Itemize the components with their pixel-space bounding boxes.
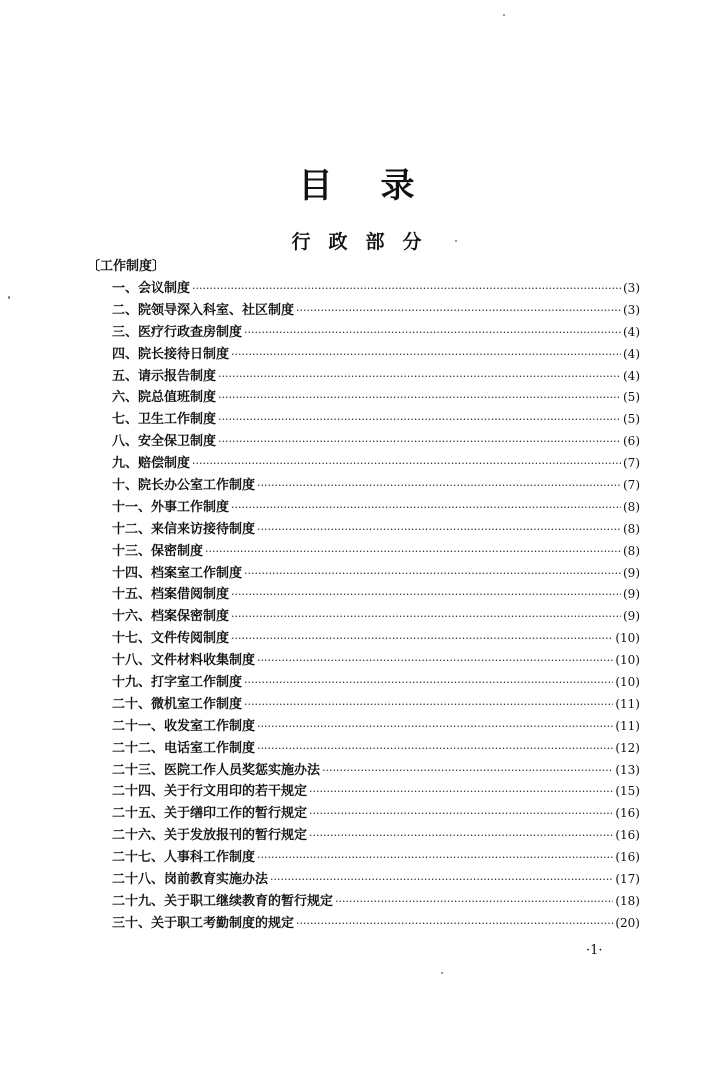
- toc-entry-title: 六、院总值班制度: [112, 390, 217, 406]
- toc-entry-title: 十、院长办公室工作制度: [112, 478, 256, 494]
- toc-page-number: (13): [615, 762, 640, 777]
- toc-row: [112, 891, 640, 913]
- toc-row: [112, 431, 640, 453]
- leader-dots: [257, 650, 613, 672]
- toc-row: [112, 584, 640, 606]
- toc-page-number: (9): [623, 587, 640, 602]
- toc-row: [112, 409, 640, 431]
- toc-row: [112, 366, 640, 388]
- toc-page-number: (5): [623, 390, 640, 405]
- page-title: 目录: [298, 166, 463, 206]
- leader-dots: [309, 825, 613, 847]
- toc-row: [112, 781, 640, 803]
- toc-page-number: (9): [623, 609, 640, 624]
- toc-page-number: (15): [615, 784, 640, 799]
- toc-row: [112, 716, 640, 738]
- toc-entry-title: 三、医疗行政查房制度: [112, 324, 243, 340]
- toc-row: [112, 650, 640, 672]
- toc-row: [112, 300, 640, 322]
- toc-entry-title: 二十、微机室工作制度: [112, 696, 243, 712]
- toc-entry-title: 二十九、关于职工继续教育的暂行规定: [112, 893, 334, 909]
- toc-entry-title: 九、赔偿制度: [112, 456, 191, 472]
- toc-entry-title: 十五、档案借阅制度: [112, 587, 230, 603]
- toc-entry-title: 四、院长接待日制度: [112, 346, 230, 362]
- leader-dots: [257, 716, 613, 738]
- toc-entry-title: 二十一、收发室工作制度: [112, 718, 256, 734]
- toc-row: [112, 606, 640, 628]
- toc-row: [112, 519, 640, 541]
- toc-row: [112, 628, 640, 650]
- leader-dots: [244, 672, 613, 694]
- toc-row: [112, 563, 640, 585]
- toc-entry-title: 五、请示报告制度: [112, 368, 217, 384]
- scan-speck: [8, 296, 10, 299]
- toc-entry-title: 七、卫生工作制度: [112, 412, 217, 428]
- toc-entry-title: 八、安全保卫制度: [112, 434, 217, 450]
- leader-dots: [257, 519, 621, 541]
- toc-page-number: (8): [623, 521, 640, 536]
- toc-page-number: (11): [615, 718, 640, 733]
- toc-page-number: (10): [615, 653, 640, 668]
- toc-page-number: (8): [623, 499, 640, 514]
- toc-page-number: (20): [615, 915, 640, 930]
- toc-page-number: (18): [615, 893, 640, 908]
- leader-dots: [231, 606, 621, 628]
- toc-entry-title: 十三、保密制度: [112, 543, 204, 559]
- leader-dots: [296, 913, 613, 935]
- toc-page-number: (3): [623, 281, 640, 295]
- toc-row: [112, 453, 640, 475]
- toc-row: [112, 387, 640, 409]
- toc-entry-title: 十六、档案保密制度: [112, 609, 230, 625]
- leader-dots: [257, 738, 613, 760]
- scan-speck: [441, 972, 443, 974]
- toc-page-number: (4): [623, 346, 640, 361]
- leader-dots: [257, 475, 621, 497]
- toc-entry-title: 二十三、医院工作人员奖惩实施办法: [112, 762, 321, 778]
- leader-dots: [231, 344, 621, 366]
- leader-dots: [231, 628, 613, 650]
- toc-page-number: (16): [615, 806, 640, 821]
- toc-row: [112, 497, 640, 519]
- toc-row: [112, 803, 640, 825]
- toc-page-number: (9): [623, 565, 640, 580]
- leader-dots: [192, 453, 621, 475]
- toc-page-number: (4): [623, 368, 640, 383]
- toc-entry-title: 二十七、人事科工作制度: [112, 850, 256, 866]
- toc-page-number: (4): [623, 324, 640, 339]
- toc-row: [112, 475, 640, 497]
- toc-row: [112, 344, 640, 366]
- toc-entry-title: 一、会议制度: [112, 281, 191, 296]
- leader-dots: [218, 366, 621, 388]
- toc-page-number: (3): [623, 302, 640, 317]
- toc-row: [112, 738, 640, 760]
- leader-dots: [218, 409, 621, 431]
- toc-entry-title: 二、院领导深入科室、社区制度: [112, 302, 295, 318]
- scan-speck: [455, 240, 457, 242]
- leader-dots: [244, 322, 621, 344]
- toc-row: [112, 694, 640, 716]
- toc-page-number: (11): [615, 696, 640, 711]
- toc-row: [112, 913, 640, 935]
- toc-page-number: (8): [623, 543, 640, 558]
- leader-dots: [244, 563, 621, 585]
- page-number: ·1·: [586, 943, 603, 958]
- toc-row: [112, 847, 640, 869]
- toc-page-number: (10): [615, 631, 640, 646]
- toc-row: [112, 825, 640, 847]
- leader-dots: [296, 300, 621, 322]
- toc-entry-title: 二十五、关于缮印工作的暂行规定: [112, 806, 308, 822]
- leader-dots: [218, 387, 621, 409]
- section-heading: 行政部分: [291, 231, 440, 253]
- toc-entry-title: 二十四、关于行文用印的若干规定: [112, 784, 308, 800]
- toc-row: [112, 278, 640, 300]
- toc-row: [112, 672, 640, 694]
- toc-entry-title: 十二、来信来访接待制度: [112, 521, 256, 537]
- leader-dots: [270, 869, 613, 891]
- leader-dots: [231, 497, 621, 519]
- leader-dots: [205, 541, 621, 563]
- toc-page-number: (6): [623, 434, 640, 449]
- toc-page-number: (16): [615, 850, 640, 865]
- scan-speck: [503, 14, 505, 16]
- toc-page-number: (17): [615, 872, 640, 887]
- leader-dots: [335, 891, 613, 913]
- toc-entry-title: 十九、打字室工作制度: [112, 675, 243, 691]
- leader-dots: [309, 803, 613, 825]
- toc-row: [112, 541, 640, 563]
- leader-dots: [309, 781, 613, 803]
- toc-entry-title: 二十六、关于发放报刊的暂行规定: [112, 828, 308, 844]
- toc-page-number: (7): [623, 478, 640, 493]
- leader-dots: [231, 584, 621, 606]
- toc-page-number: (7): [623, 456, 640, 471]
- toc-entry-title: 十七、文件传阅制度: [112, 631, 230, 647]
- toc-page-number: (16): [615, 828, 640, 843]
- toc-page-number: (5): [623, 412, 640, 427]
- toc-entry-title: 十四、档案室工作制度: [112, 565, 243, 581]
- toc-row: [112, 322, 640, 344]
- toc-entry-title: 二十二、电话室工作制度: [112, 740, 256, 756]
- toc-page-number: (10): [615, 675, 640, 690]
- toc-entry-title: 十八、文件材料收集制度: [112, 653, 256, 669]
- category-label: 〔工作制度〕: [87, 259, 166, 274]
- leader-dots: [192, 278, 621, 300]
- leader-dots: [257, 847, 613, 869]
- toc-row: [112, 760, 640, 782]
- toc-entry-title: 三十、关于职工考勤制度的规定: [112, 915, 295, 931]
- leader-dots: [244, 694, 613, 716]
- toc-row: [112, 869, 640, 891]
- table-of-contents: [112, 278, 640, 935]
- leader-dots: [218, 431, 621, 453]
- toc-entry-title: 十一、外事工作制度: [112, 499, 230, 515]
- leader-dots: [322, 760, 613, 782]
- toc-entry-title: 二十八、岗前教育实施办法: [112, 872, 269, 888]
- toc-page-number: (12): [615, 740, 640, 755]
